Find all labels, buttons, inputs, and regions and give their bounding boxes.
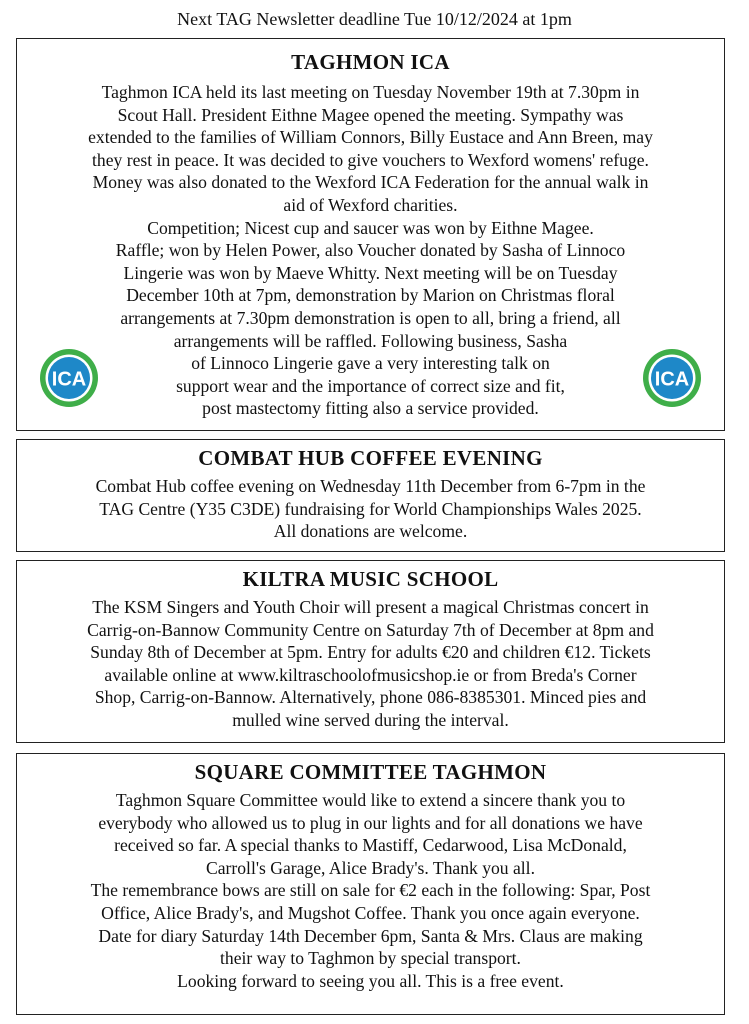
- kiltra-music-line: available online at www.kiltraschoolofmusicshop.ie or from Breda's Corner: [104, 664, 637, 685]
- square-committee-notice-box: [16, 753, 725, 1015]
- kiltra-music-line: Sunday 8th of December at 5pm. Entry for adults €20 and children €12. Tickets: [90, 642, 651, 663]
- ica-line: December 10th at 7pm, demonstration by Marion on Christmas floral: [126, 285, 615, 306]
- square-committee-line: everybody who allowed us to plug in our lights and for all donations we have: [98, 812, 643, 833]
- kiltra-music-line: mulled wine served during the interval.: [232, 709, 509, 730]
- square-committee-line: Date for diary Saturday 14th December 6pm, Santa & Mrs. Claus are making: [98, 925, 643, 946]
- square-committee-line: their way to Taghmon by special transport.: [220, 948, 521, 969]
- ica-line: they rest in peace. It was decided to give vouchers to Wexford womens' refuge.: [92, 149, 649, 170]
- square-committee-line: Carroll's Garage, Alice Brady's. Thank you all.: [206, 857, 535, 878]
- ica-line: of Linnoco Lingerie gave a very interesting talk on: [191, 353, 550, 374]
- ica-logo-icon: [642, 348, 702, 408]
- newsletter-deadline: Next TAG Newsletter deadline Tue 10/12/2024 at 1pm: [177, 9, 572, 29]
- combat-hub-notice-box: [16, 439, 725, 552]
- kiltra-music-title: KILTRA MUSIC SCHOOL: [242, 567, 499, 591]
- ica-line: arrangements at 7.30pm demonstration is open to all, bring a friend, all: [120, 307, 621, 328]
- ica-title: TAGHMON ICA: [291, 50, 450, 74]
- ica-logo-icon: [39, 348, 99, 408]
- ica-line: post mastectomy fitting also a service provided.: [202, 398, 539, 419]
- ica-line: support wear and the importance of correct size and fit,: [176, 375, 565, 396]
- kiltra-music-line: Shop, Carrig-on-Bannow. Alternatively, phone 086-8385301. Minced pies and: [94, 687, 647, 708]
- combat-hub-title: COMBAT HUB COFFEE EVENING: [198, 446, 543, 470]
- ica-line: Taghmon ICA held its last meeting on Tuesday November 19th at 7.30pm in: [101, 82, 640, 102]
- combat-hub-line: TAG Centre (Y35 C3DE) fundraising for World Championships Wales 2025.: [99, 498, 642, 519]
- square-committee-line: The remembrance bows are still on sale for €2 each in the following: Spar, Post: [90, 880, 651, 901]
- square-committee-line: Taghmon Square Committee would like to extend a sincere thank you to: [115, 790, 626, 810]
- kiltra-music-line: Carrig-on-Bannow Community Centre on Saturday 7th of December at 8pm and: [87, 619, 654, 640]
- svg-text:ICA: ICA: [654, 368, 690, 391]
- ica-notice-box: [16, 38, 725, 431]
- combat-hub-line: All donations are welcome.: [273, 521, 468, 542]
- svg-text:ICA: ICA: [51, 368, 87, 391]
- square-committee-title: SQUARE COMMITTEE TAGHMON: [194, 760, 547, 784]
- square-committee-line: received so far. A special thanks to Mastiff, Cedarwood, Lisa McDonald,: [114, 835, 627, 856]
- kiltra-music-line: The KSM Singers and Youth Choir will present a magical Christmas concert in: [92, 597, 649, 617]
- ica-line: Competition; Nicest cup and saucer was won by Eithne Magee.: [147, 217, 594, 238]
- ica-line: Raffle; won by Helen Power, also Voucher donated by Sasha of Linnoco: [115, 240, 626, 261]
- ica-line: Money was also donated to the Wexford ICA Federation for the annual walk in: [92, 172, 649, 193]
- square-committee-line: Office, Alice Brady's, and Mugshot Coffee. Thank you once again everyone.: [101, 902, 640, 923]
- square-committee-line: Looking forward to seeing you all. This is a free event.: [177, 970, 564, 991]
- ica-line: aid of Wexford charities.: [283, 194, 458, 215]
- kiltra-music-notice-box: [16, 560, 725, 743]
- combat-hub-line: Combat Hub coffee evening on Wednesday 11th December from 6-7pm in the: [95, 476, 646, 496]
- ica-line: arrangements will be raffled. Following business, Sasha: [173, 330, 568, 351]
- ica-line: extended to the families of William Connors, Billy Eustace and Ann Breen, may: [88, 127, 653, 148]
- ica-line: Lingerie was won by Maeve Whitty. Next meeting will be on Tuesday: [123, 262, 618, 283]
- ica-line: Scout Hall. President Eithne Magee opened the meeting. Sympathy was: [117, 104, 624, 125]
